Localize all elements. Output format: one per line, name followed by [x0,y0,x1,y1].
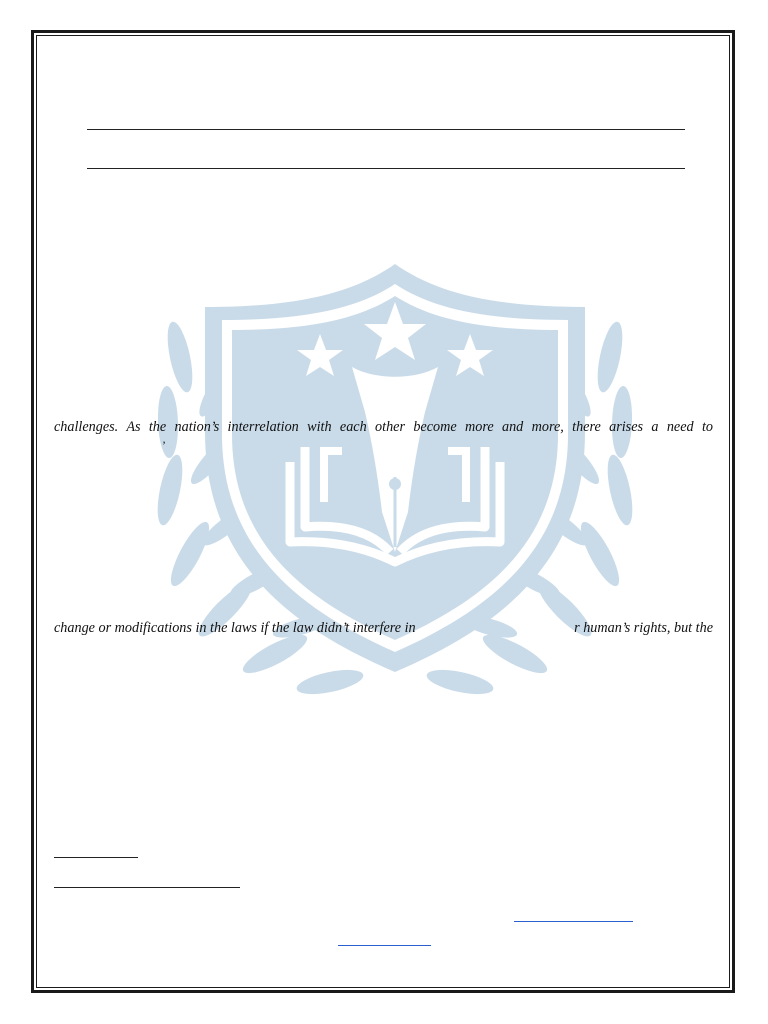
footnote-link-2[interactable] [338,945,431,946]
footnote-separator-long [54,887,240,888]
footnote-separator-short [54,857,138,858]
heading-rule-bottom [87,168,685,169]
footnote-link-1[interactable] [514,921,633,922]
paragraph-2-left: change or modifications in the laws if the law didn’t interfere in [54,620,416,636]
watermark-emblem-icon [140,262,650,717]
paragraph-2-right: r human’s rights, but the [574,620,713,636]
stray-apostrophe: ’ [162,438,166,452]
paragraph-1-line: challenges. As the nation’s interrelation with each other become more and more, there arises a need to [54,419,713,435]
heading-rule-top [87,129,685,130]
